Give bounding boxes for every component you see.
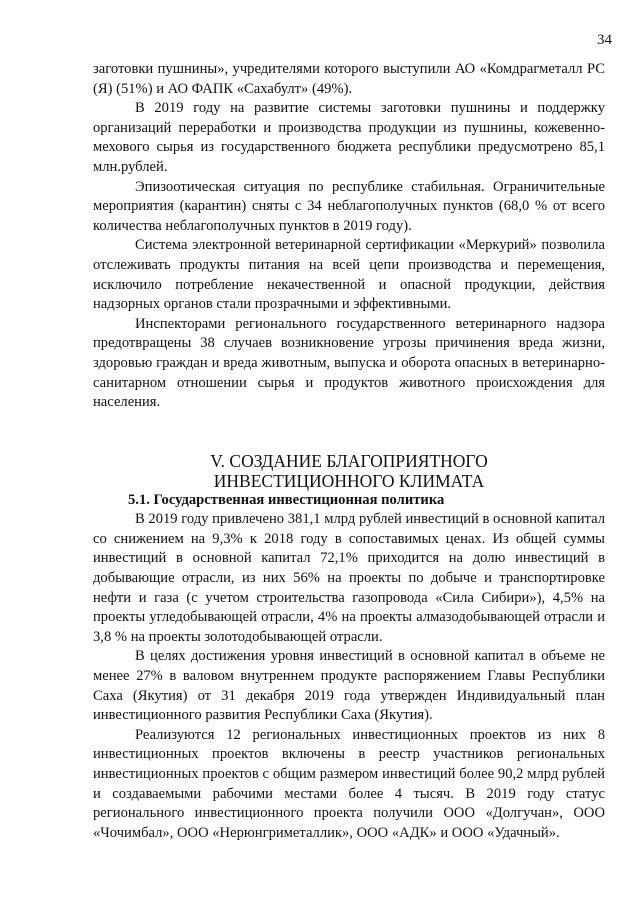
paragraph-investment-plan: В целях достижения уровня инвестиций в основной капитал в объеме не менее 27% в валовом внутреннем продукте распоряжением Главы Республики Саха (Якутия) от 31 декабря 2019 года утвержден Индивидуальный план инвестиционного развития Республики Саха (Якутия). <box>93 648 605 724</box>
paragraph-fur-funding: В 2019 году на развитие системы заготовки пушнины и поддержку организаций переработки и производства продукции из пушнины, кожевенно-мехового сырья из государственного бюджета республики предусмотрено 85,1 млн.рублей. <box>93 100 605 175</box>
page-number: 34 <box>597 32 612 48</box>
paragraph-epizootic: Эпизоотическая ситуация по республике стабильная. Ограничительные мероприятия (карантин) сняты с 34 неблагополучных пунктов (68,0 % от всего количества неблагополучных пунктов в 2019 году). <box>93 178 605 234</box>
paragraph-investment-volume: В 2019 году привлечено 381,1 млрд рублей инвестиций в основной капитал со снижением на 9,3% к 2018 году в сопоставимых ценах. Из общей суммы инвестиций в основной капитал 72,1% приходится на долю инвестиций в добывающие отрасли, из них 56% на проекты по добыче и транспортировке нефти и газа (с учетом строительства газопровода «Сила Сибири»), 4,5% на проекты угледобывающей отрасли, 4% на проекты алмазодобывающей отрасли и 3,8 % на проекты золотодобывающей отрасли. <box>93 511 605 645</box>
paragraph-continuation: заготовки пушнины», учредителями которого выступили АО «Комдрагметалл РС (Я) (51%) и АО ФАПК «Сахабулт» (49%). <box>93 61 605 97</box>
paragraph-regional-projects: Реализуются 12 региональных инвестиционных проектов из них 8 инвестиционных проектов включены в реестр участников региональных инвестиционных проектов с общим размером инвестиций более 90,2 млрд рублей и создаваемыми рабочими местами более 4 тысяч. В 2019 году статус регионального инвестиционного проекта получили ООО «Долгучан», ООО «Чочимбал», ООО «Нерюнгриметаллик», ООО «АДК» и ООО «Удачный». <box>93 726 605 841</box>
section-title-line-2: ИНВЕСТИЦИОННОГО КЛИМАТА <box>213 470 485 491</box>
paragraph-mercury-system: Система электронной ветеринарной сертификации «Меркурий» позволила отслеживать продукты питания на всей цепи производства и перемещения, исключило потребление некачественной и опасной продукции, действия надзорных органов стали прозрачными и эффективными. <box>93 237 605 313</box>
subsection-title: 5.1. Государственная инвестиционная политика <box>128 491 445 508</box>
paragraph-vet-inspectors: Инспекторами регионального государственного ветеринарного надзора предотвращены 38 случаев возникновение угрозы причинения вреда жизни, здоровью граждан и вреда животным, выпуска и оборота опасных в ветеринарно-санитарном отношении сырья и продуктов животного происхождения для населения. <box>93 315 605 411</box>
section-title <box>93 451 605 491</box>
section-title-line-1: V. СОЗДАНИЕ БЛАГОПРИЯТНОГО <box>210 450 488 471</box>
page-content <box>93 60 605 843</box>
